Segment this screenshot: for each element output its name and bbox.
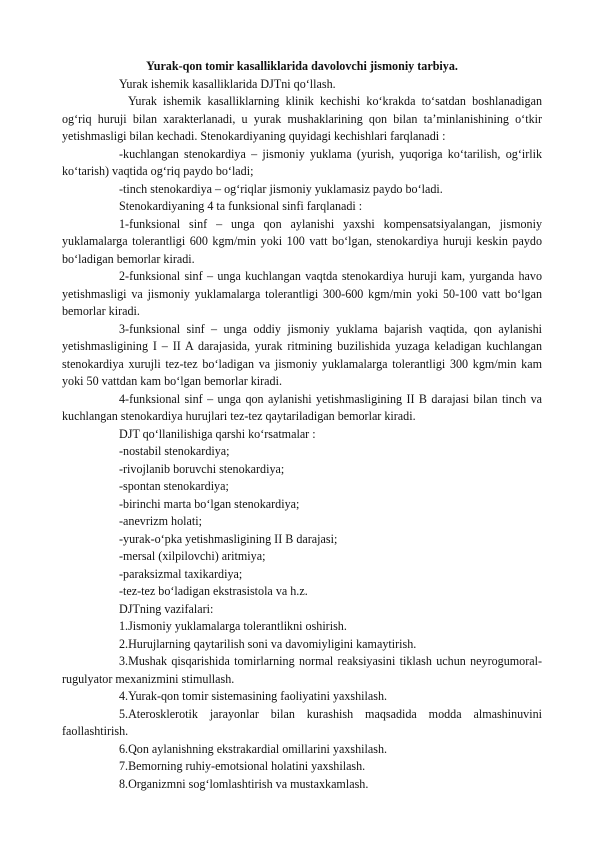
paragraph-rest-angina: -tinch stenokardiya – og‘riqlar jismoniy yuklamasiz paydo bo‘ladi.: [119, 181, 443, 196]
list-item: -rivojlanib boruvchi stenokardiya;: [119, 461, 285, 476]
task-item: 6.Qon aylanishning ekstrakardial omillarini yaxshilash.: [119, 741, 388, 756]
paragraph-class-4: 4-funksional sinf – unga qon aylanishi yetishmasligining II B darajasi bilan tinch va kuchlangan stenokardiya hurujlari tez-tez qaytariladigan bemorlar kiradi.: [62, 391, 542, 423]
list-item: -paraksizmal taxikardiya;: [119, 566, 243, 581]
list-item: -yurak-o‘pka yetishmasligining II B darajasi;: [119, 531, 338, 546]
list-item: -mersal (xilpilovchi) aritmiya;: [119, 549, 266, 563]
paragraph-classes-heading: Stenokardiyaning 4 ta funksional sinfi farqlanadi :: [119, 199, 363, 213]
list-item: -anevrizm holati;: [119, 514, 202, 528]
task-item: 8.Organizmni sog‘lomlashtirish va mustaxkamlash.: [119, 776, 369, 791]
paragraph-class-1: 1-funksional sinf – unga qon aylanishi yaxshi kompensatsiyalangan, jismoniy yuklamalarga tolerantligi 600 kgm/min yoki 100 vatt bo‘lgan, stenokardiya huruji keskin paydo bo‘ladigan bemorlar kiradi.: [62, 216, 542, 266]
list-item: -spontan stenokardiya;: [119, 479, 229, 493]
list-item: -tez-tez bo‘ladigan ekstrasistola va h.z.: [119, 584, 308, 598]
tasks-heading: DJTning vazifalari:: [119, 601, 214, 616]
contraindications-heading: DJT qo‘llanilishiga qarshi ko‘rsatmalar :: [119, 426, 316, 441]
document-title: Yurak-qon tomir kasalliklarida davolovchi jismoniy tarbiya.: [146, 59, 458, 73]
paragraph-exertional-angina: -kuchlangan stenokardiya – jismoniy yuklama (yurish, yuqoriga ko‘tarilish, og‘irlik ko‘tarish) vaqtida og‘riq paydo bo‘ladi;: [62, 146, 542, 178]
task-item: 7.Bemorning ruhiy-emotsional holatini yaxshilash.: [119, 759, 366, 773]
paragraph-intro: Yurak ishemik kasalliklarning klinik kechishi ko‘krakda to‘satdan boshlanadigan og‘riq huruji bilan xarakterlanadi, u yurak mushaklarining qon bilan ta’minlanishining o‘tkir yetishmasligi bilan kechadi. Stenokardiyaning quyidagi kechishlari farqlanadi :: [62, 94, 542, 143]
task-item: 4.Yurak-qon tomir sistemasining faoliyatini yaxshilash.: [119, 689, 388, 703]
task-item: 5.Aterosklerotik jarayonlar bilan kurashish maqsadida modda almashinuvini faollashtirish.: [62, 706, 542, 738]
document-page: [62, 58, 542, 793]
list-item: -nostabil stenokardiya;: [119, 444, 230, 458]
paragraph-class-2: 2-funksional sinf – unga kuchlangan vaqtda stenokardiya huruji kam, yurganda havo yetishmasligi va jismoniy yuklamalarga tolerantligi 300-600 kgm/min yoki 50-100 vatt bo‘lgan bemorlar kiradi.: [62, 269, 542, 318]
task-item: 3.Mushak qisqarishida tomirlarning normal reaksiyasini tiklash uchun neyrogumoral-rugulyator mexanizmini stimullash.: [62, 654, 542, 686]
paragraph-class-3: 3-funksional sinf – unga oddiy jismoniy yuklama bajarish vaqtida, qon aylanishi yetishmasligining I – II A darajasida, yurak ritmining buzilishida yuzaga keladigan kuchlangan stenokardiya xurujli tez-tez bo‘ladigan va jismoniy yuklamalarga tolerantligi 300 kgm/min kam yoki 50 vattdan kam bo‘lgan bemorlar kiradi.: [62, 321, 542, 388]
task-item: 1.Jismoniy yuklamalarga tolerantlikni oshirish.: [119, 619, 347, 633]
task-item: 2.Hurujlarning qaytarilish soni va davomiyligini kamaytirish.: [119, 636, 417, 651]
section-subtitle: Yurak ishemik kasalliklarida DJTni qo‘llash.: [119, 76, 336, 91]
list-item: -birinchi marta bo‘lgan stenokardiya;: [119, 496, 300, 511]
